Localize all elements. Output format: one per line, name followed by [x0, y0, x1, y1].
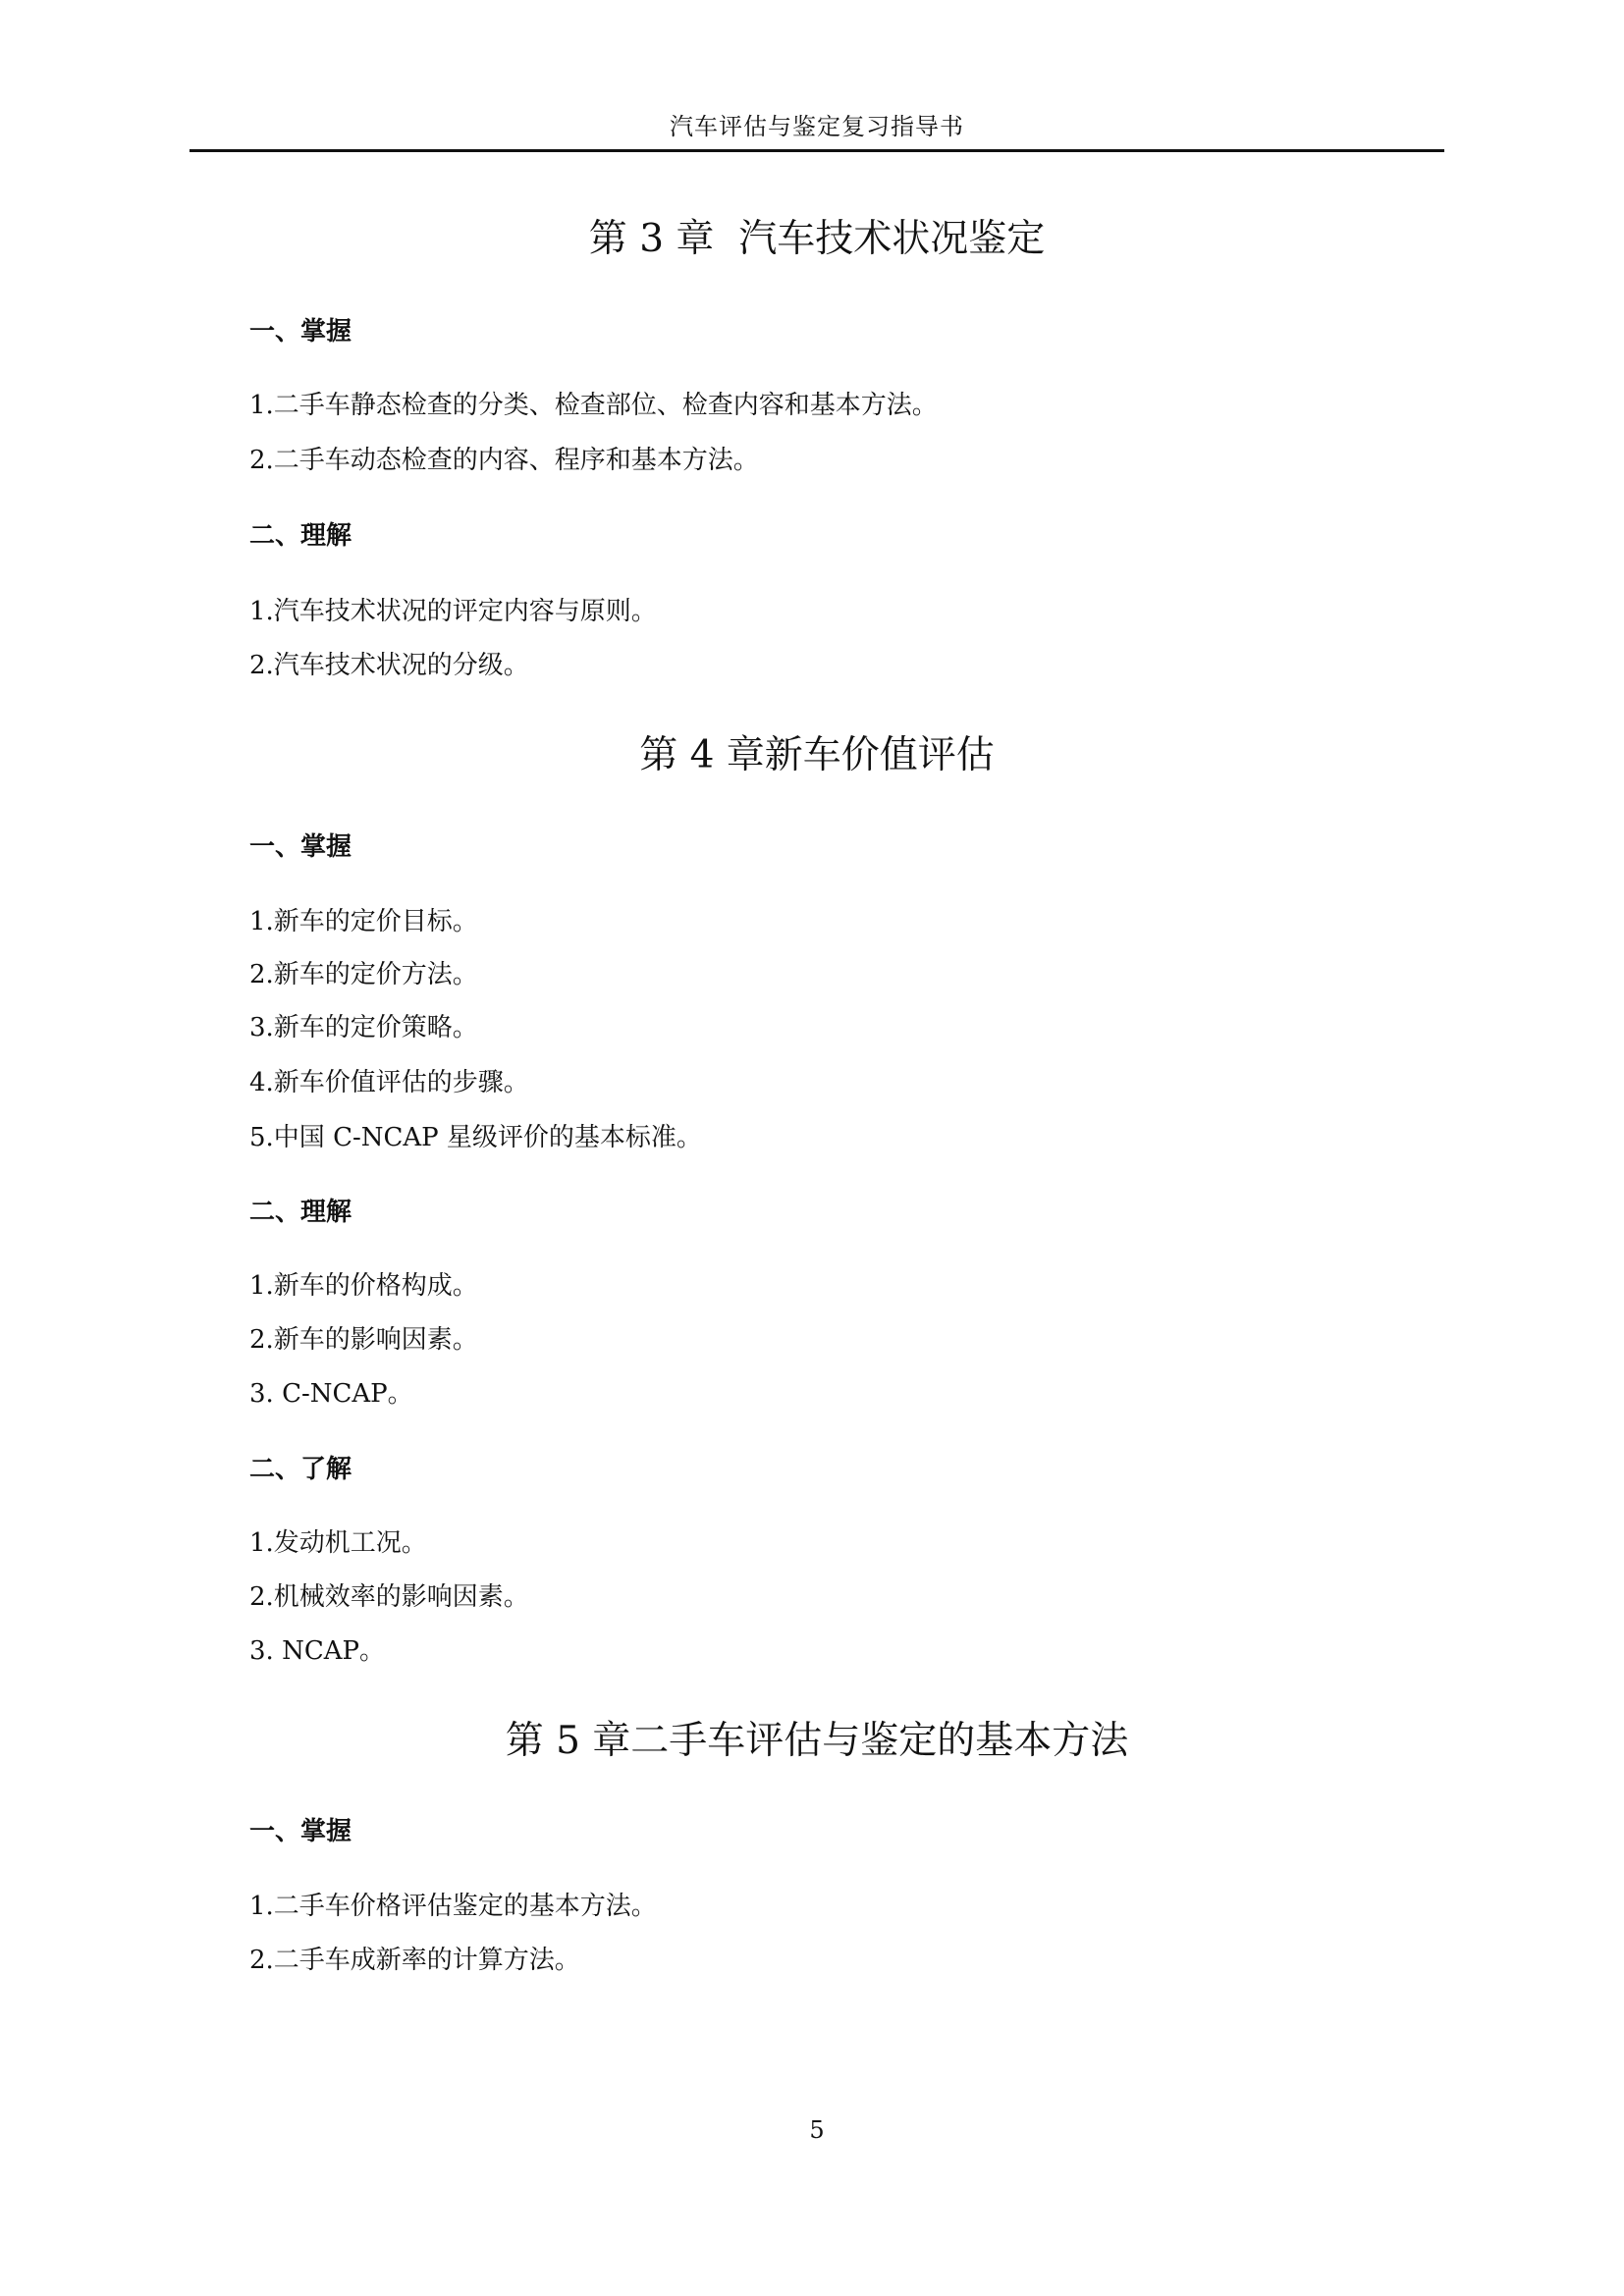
chapter-4-know-item-1: 1.发动机工况。	[249, 1528, 427, 1558]
chapter-4-master-item-4: 4.新车价值评估的步骤。	[249, 1068, 529, 1097]
chapter-5-master-item-1: 1.二手车价格评估鉴定的基本方法。	[249, 1892, 657, 1921]
chapter-4-section-understand-heading: 二、理解	[249, 1198, 352, 1227]
chapter-3-title: 第 3 章 汽车技术状况鉴定	[588, 217, 1046, 261]
chapter-4-master-item-3: 3.新车的定价策略。	[249, 1013, 478, 1042]
chapter-4-master-item-5: 5.中国 C-NCAP 星级评价的基本标准。	[249, 1123, 702, 1152]
chapter-3-section-understand-heading: 二、理解	[249, 521, 352, 551]
chapter-4-section-master-heading: 一、掌握	[249, 832, 352, 862]
chapter-4-master-item-2: 2.新车的定价方法。	[249, 960, 478, 989]
page-number: 5	[809, 2116, 825, 2144]
chapter-4-section-know-heading: 二、了解	[249, 1455, 352, 1484]
chapter-3-master-item-2: 2.二手车动态检查的内容、程序和基本方法。	[249, 446, 759, 475]
chapter-4-title: 第 4 章新车价值评估	[639, 733, 995, 777]
running-header: 汽车评估与鉴定复习指导书	[670, 113, 964, 140]
chapter-5-title: 第 5 章二手车评估与鉴定的基本方法	[505, 1719, 1129, 1763]
chapter-3-master-item-1: 1.二手车静态检查的分类、检查部位、检查内容和基本方法。	[249, 391, 938, 420]
chapter-4-understand-item-2: 2.新车的影响因素。	[249, 1325, 478, 1355]
chapter-3-understand-item-1: 1.汽车技术状况的评定内容与原则。	[249, 597, 657, 626]
chapter-4-know-item-2: 2.机械效率的影响因素。	[249, 1582, 529, 1612]
chapter-3-understand-item-2: 2.汽车技术状况的分级。	[249, 651, 529, 680]
chapter-4-understand-item-3: 3. C-NCAP。	[249, 1379, 413, 1409]
chapter-5-master-item-2: 2.二手车成新率的计算方法。	[249, 1946, 580, 1975]
chapter-4-understand-item-1: 1.新车的价格构成。	[249, 1271, 478, 1301]
header-rule	[189, 149, 1444, 152]
chapter-3-section-master-heading: 一、掌握	[249, 317, 352, 347]
chapter-5-section-master-heading: 一、掌握	[249, 1817, 352, 1846]
chapter-4-master-item-1: 1.新车的定价目标。	[249, 907, 478, 936]
chapter-4-know-item-3: 3. NCAP。	[249, 1636, 385, 1666]
